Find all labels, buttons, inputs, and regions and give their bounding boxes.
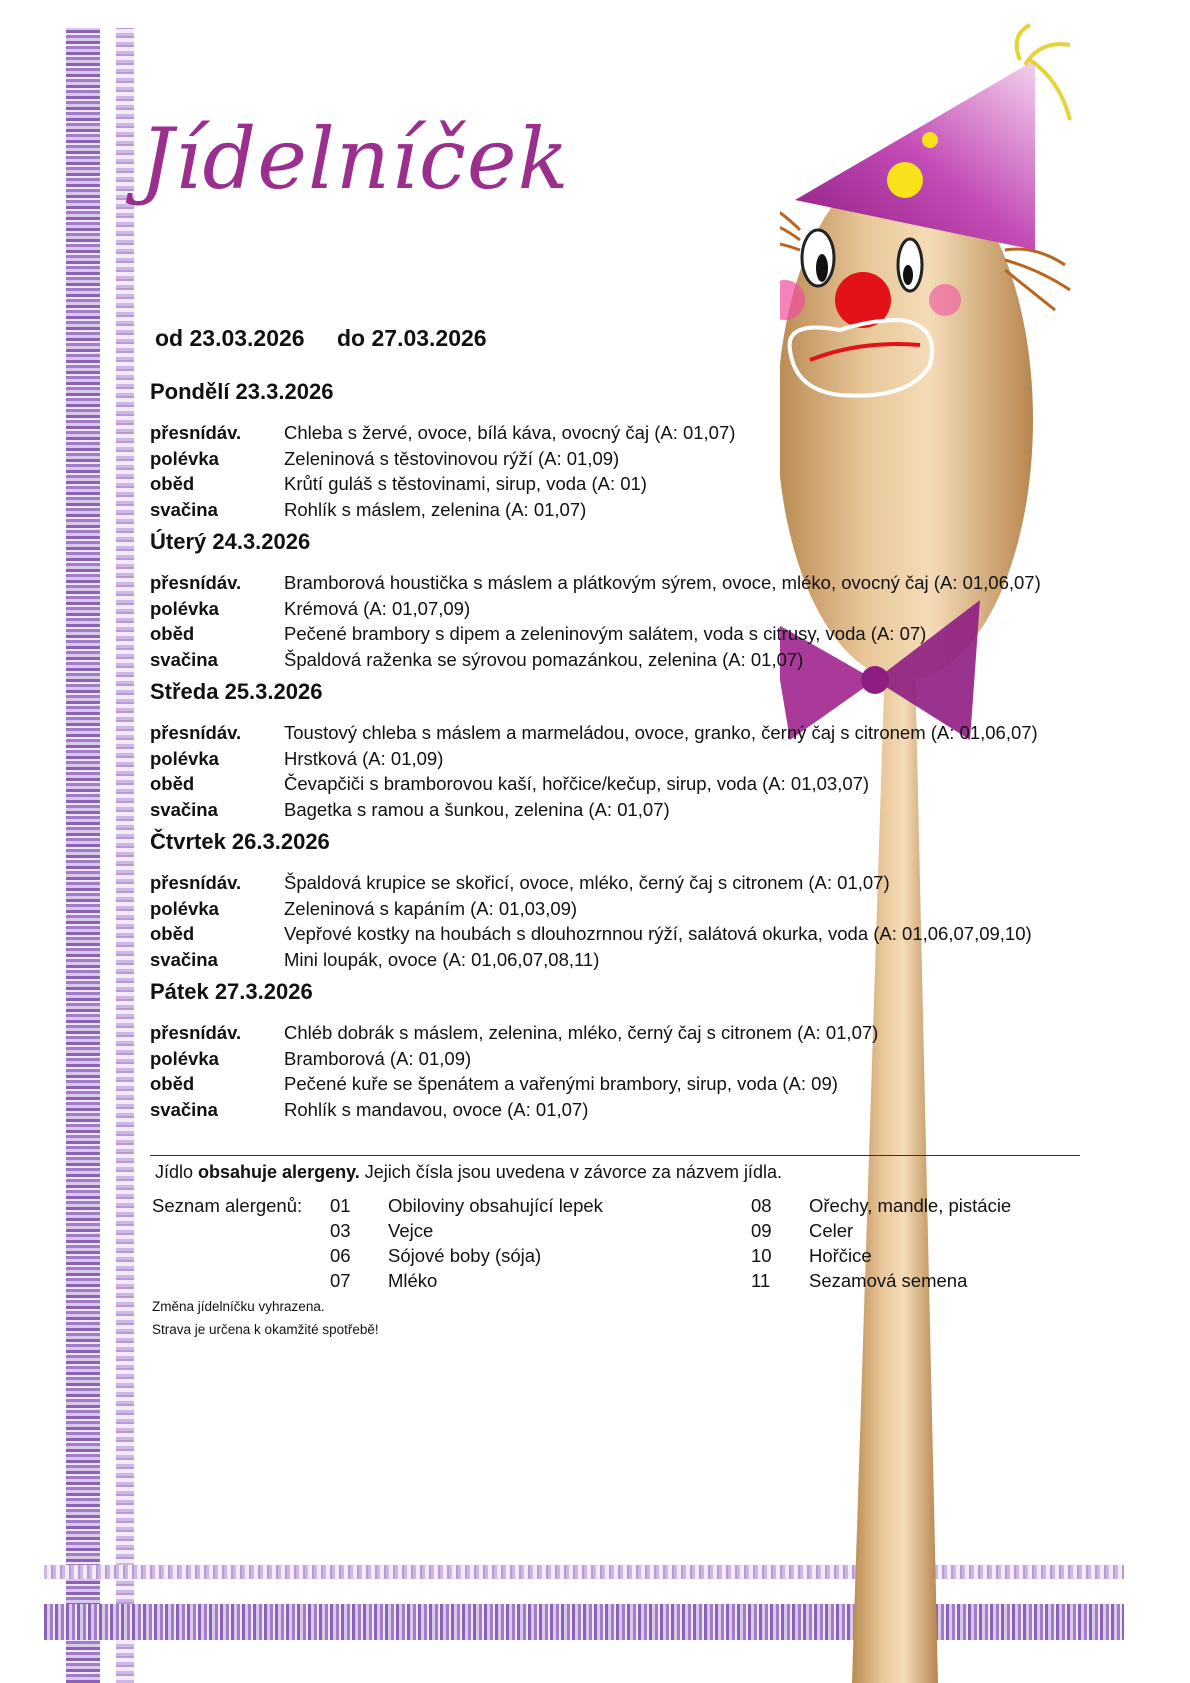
meal-desc: Vepřové kostky na houbách s dlouhozrnnou rýží, salátová okurka, voda (A: 01,06,07,09,10) — [284, 923, 1032, 944]
meal-type: oběd — [150, 923, 195, 944]
day-title: Pondělí 23.3.2026 — [150, 379, 334, 404]
allergen-number: 11 — [751, 1270, 771, 1291]
meal-type: svačina — [150, 1098, 218, 1120]
meal-row — [150, 771, 1130, 797]
meal-type: oběd — [150, 623, 195, 644]
allergen-number: 08 — [751, 1195, 772, 1216]
date-to: do 27.03.2026 — [337, 325, 487, 351]
divider — [150, 1155, 1080, 1156]
meal-desc: Toustový chleba s máslem a marmeládou, ovoce, granko, černý čaj s citronem (A: 01,06,07) — [284, 722, 1038, 743]
meal-desc: Hrstková (A: 01,09) — [284, 747, 444, 769]
meal-type: svačina — [150, 798, 218, 820]
allergen-name: Obiloviny obsahující lepek — [388, 1195, 603, 1216]
allergen-number: 06 — [330, 1245, 351, 1266]
meal-type: přesnídáv. — [150, 572, 242, 593]
meal-row — [150, 797, 1130, 823]
meal-row — [150, 471, 1130, 497]
meal-type: přesnídáv. — [150, 422, 242, 443]
meal-row — [150, 947, 1130, 973]
meal-desc: Krémová (A: 01,07,09) — [284, 597, 471, 619]
note-pre: Jídlo — [155, 1162, 199, 1182]
meal-desc: Bramborová (A: 01,09) — [284, 1047, 472, 1069]
meal-desc: Chleba s žervé, ovoce, bílá káva, ovocný čaj (A: 01,07) — [284, 422, 736, 443]
note-post: Jejich čísla jsou uvedena v závorce za názvem jídla. — [359, 1162, 782, 1182]
meal-type: svačina — [150, 498, 218, 520]
meal-row — [150, 621, 1130, 647]
page-title: Jídelníček — [140, 110, 570, 208]
note-bold: obsahuje alergeny. — [198, 1162, 360, 1182]
meal-type: svačina — [150, 648, 218, 670]
day-monday — [150, 378, 1130, 522]
meal-row — [150, 497, 1130, 523]
allergen-row — [152, 1268, 1011, 1293]
meal-row — [150, 1071, 1130, 1097]
footer-line: Strava je určena k okamžité spotřebě! — [152, 1322, 379, 1337]
meal-row — [150, 720, 1130, 746]
allergen-name: Vejce — [388, 1220, 434, 1241]
meal-type: oběd — [150, 1073, 195, 1094]
meal-type: oběd — [150, 473, 195, 494]
allergen-number: 03 — [330, 1220, 351, 1241]
day-tuesday — [150, 528, 1130, 672]
meal-desc: Špaldová krupice se skořicí, ovoce, mléko, černý čaj s citronem (A: 01,07) — [284, 872, 890, 893]
meal-desc: Rohlík s mandavou, ovoce (A: 01,07) — [284, 1098, 589, 1120]
meal-row — [150, 1097, 1130, 1123]
meal-row — [150, 596, 1130, 622]
date-from: od 23.03.2026 — [155, 325, 305, 351]
allergen-name: Hořčice — [809, 1245, 872, 1266]
meal-type: oběd — [150, 773, 195, 794]
meal-row — [150, 446, 1130, 472]
menu-days — [150, 378, 1130, 1128]
allergen-number: 07 — [330, 1270, 351, 1291]
allergen-number: 10 — [751, 1245, 772, 1266]
ribbon-left — [66, 28, 100, 1683]
meal-type: svačina — [150, 948, 218, 970]
allergen-name: Sezamová semena — [809, 1270, 968, 1291]
meal-type: polévka — [150, 1047, 219, 1069]
allergen-name: Sójové boby (sója) — [388, 1245, 542, 1266]
meal-row — [150, 420, 1130, 446]
meal-desc: Chléb dobrák s máslem, zelenina, mléko, černý čaj s citronem (A: 01,07) — [284, 1022, 879, 1043]
meal-desc: Špaldová raženka se sýrovou pomazánkou, zelenina (A: 01,07) — [284, 648, 804, 670]
meal-row — [150, 921, 1130, 947]
meal-row — [150, 746, 1130, 772]
day-title: Středa 25.3.2026 — [150, 679, 323, 704]
day-title: Čtvrtek 26.3.2026 — [150, 829, 330, 854]
day-title: Úterý 24.3.2026 — [150, 529, 311, 554]
meal-desc: Pečené kuře se špenátem a vařenými brambory, sirup, voda (A: 09) — [284, 1073, 838, 1094]
meal-desc: Mini loupák, ovoce (A: 01,06,07,08,11) — [284, 948, 600, 970]
meal-row — [150, 1020, 1130, 1046]
meal-row — [150, 647, 1130, 673]
meal-type: přesnídáv. — [150, 872, 242, 893]
day-title: Pátek 27.3.2026 — [150, 979, 313, 1004]
allergen-name: Mléko — [388, 1270, 438, 1291]
meal-desc: Krůtí guláš s těstovinami, sirup, voda (A: 01) — [284, 473, 647, 494]
allergen-number: 09 — [751, 1220, 772, 1241]
meal-type: přesnídáv. — [150, 1022, 242, 1043]
meal-type: přesnídáv. — [150, 722, 242, 743]
meal-row — [150, 896, 1130, 922]
day-thursday — [150, 828, 1130, 972]
day-friday — [150, 978, 1130, 1122]
meal-type: polévka — [150, 747, 219, 769]
allergen-row — [152, 1193, 1011, 1218]
footer-notes — [152, 1295, 379, 1341]
meal-desc: Rohlík s máslem, zelenina (A: 01,07) — [284, 498, 587, 520]
meal-desc: Bramborová houstička s máslem a plátkovým sýrem, ovoce, mléko, ovocný čaj (A: 01,06,07) — [284, 572, 1041, 593]
meal-type: polévka — [150, 597, 219, 619]
meal-desc: Zeleninová s kapáním (A: 01,03,09) — [284, 897, 578, 919]
meal-desc: Čevapčiči s bramborovou kaší, hořčice/kečup, sirup, voda (A: 01,03,07) — [284, 773, 870, 794]
meal-desc: Zeleninová s těstovinovou rýží (A: 01,09) — [284, 447, 620, 469]
meal-row — [150, 870, 1130, 896]
allergen-note — [155, 1162, 782, 1183]
meal-row — [150, 1046, 1130, 1072]
footer-line: Změna jídelníčku vyhrazena. — [152, 1299, 325, 1314]
allergen-list — [152, 1193, 1011, 1293]
date-range — [155, 325, 513, 352]
ribbon-left-light — [116, 28, 134, 1683]
allergen-label: Seznam alergenů: — [152, 1195, 303, 1216]
meal-desc: Pečené brambory s dipem a zeleninovým salátem, voda s citrusy, voda (A: 07) — [284, 623, 927, 644]
meal-type: polévka — [150, 897, 219, 919]
meal-desc: Bagetka s ramou a šunkou, zelenina (A: 01,07) — [284, 798, 670, 820]
meal-row — [150, 570, 1130, 596]
meal-type: polévka — [150, 447, 219, 469]
allergen-name: Celer — [809, 1220, 854, 1241]
allergen-number: 01 — [330, 1195, 351, 1216]
allergen-row — [152, 1243, 1011, 1268]
allergen-name: Ořechy, mandle, pistácie — [809, 1195, 1012, 1216]
day-wednesday — [150, 678, 1130, 822]
allergen-row — [152, 1218, 1011, 1243]
